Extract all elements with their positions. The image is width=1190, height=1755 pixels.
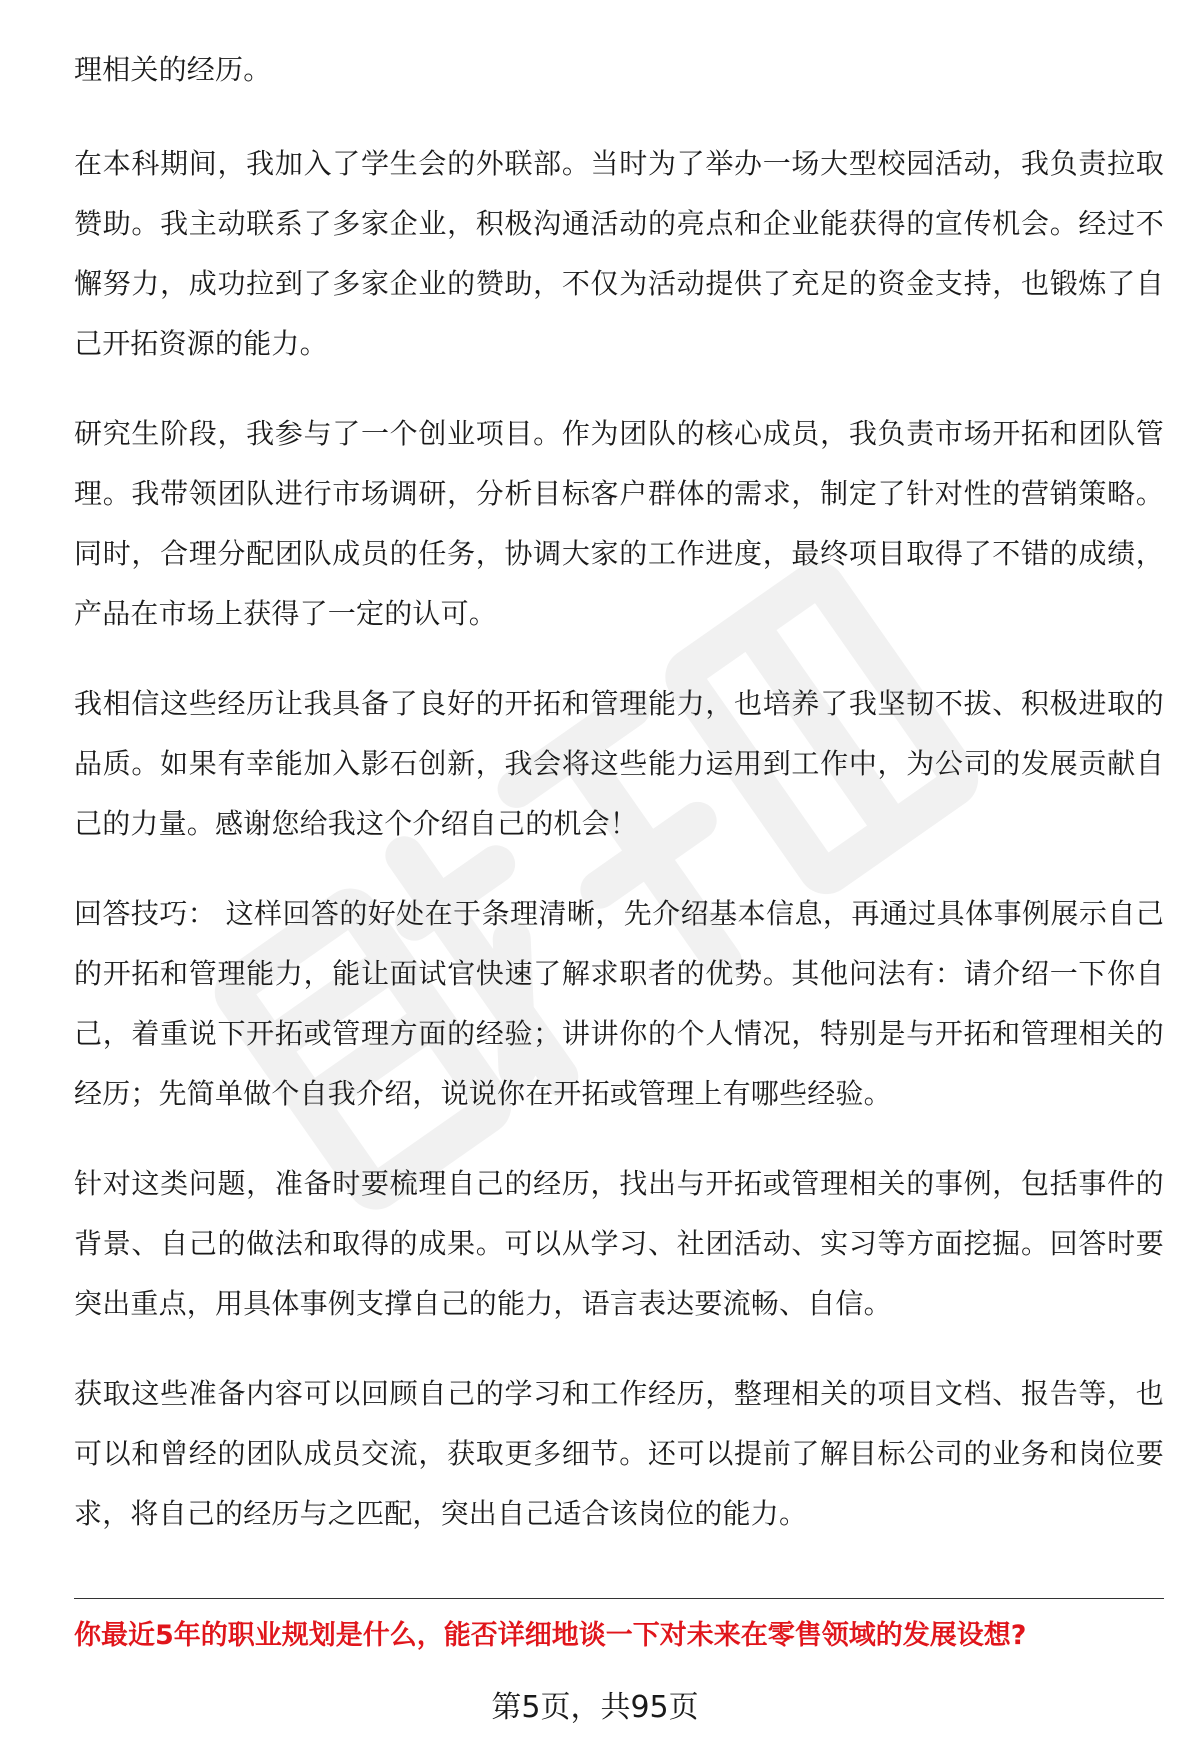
next-question-heading: 你最近5年的职业规划是什么，能否详细地谈一下对未来在零售领域的发展设想?	[74, 1620, 1027, 1651]
paragraph: 获取这些准备内容可以回顾自己的学习和工作经历，整理相关的项目文档、报告等，也可以和曾经的团队成员交流，获取更多细节。还可以提前了解目标公司的业务和岗位要求，将自己的经历与之匹配，突出自己适合该岗位的能力。	[74, 1377, 1164, 1530]
paragraph: 针对这类问题，准备时要梳理自己的经历，找出与开拓或管理相关的事例，包括事件的背景、自己的做法和取得的成果。可以从学习、社团活动、实习等方面挖掘。回答时要突出重点，用具体事例支撑自己的能力，语言表达要流畅、自信。	[74, 1167, 1164, 1320]
document-body	[74, 40, 1164, 1574]
paragraph: 研究生阶段，我参与了一个创业项目。作为团队的核心成员，我负责市场开拓和团队管理。我带领团队进行市场调研，分析目标客户群体的需求，制定了针对性的营销策略。同时，合理分配团队成员的任务，协调大家的工作进度，最终项目取得了不错的成绩，产品在市场上获得了一定的认可。	[74, 417, 1164, 630]
paragraph: 在本科期间，我加入了学生会的外联部。当时为了举办一场大型校园活动，我负责拉取赞助。我主动联系了多家企业，积极沟通活动的亮点和企业能获得的宣传机会。经过不懈努力，成功拉到了多家企业的赞助，不仅为活动提供了充足的资金支持，也锻炼了自己开拓资源的能力。	[74, 147, 1164, 360]
section-divider	[74, 1598, 1164, 1599]
paragraph: 理相关的经历。	[74, 53, 272, 86]
paragraph: 我相信这些经历让我具备了良好的开拓和管理能力，也培养了我坚韧不拔、积极进取的品质。如果有幸能加入影石创新，我会将这些能力运用到工作中，为公司的发展贡献自己的力量。感谢您给我这个介绍自己的机会！	[74, 687, 1164, 840]
page-number: 第5页，共95页	[491, 1690, 699, 1725]
paragraph: 回答技巧： 这样回答的好处在于条理清晰，先介绍基本信息，再通过具体事例展示自己的开拓和管理能力，能让面试官快速了解求职者的优势。其他问法有：请介绍一下你自己，着重说下开拓或管理方面的经验；讲讲你的个人情况，特别是与开拓和管理相关的经历；先简单做个自我介绍，说说你在开拓或管理上有哪些经验。	[74, 897, 1164, 1110]
